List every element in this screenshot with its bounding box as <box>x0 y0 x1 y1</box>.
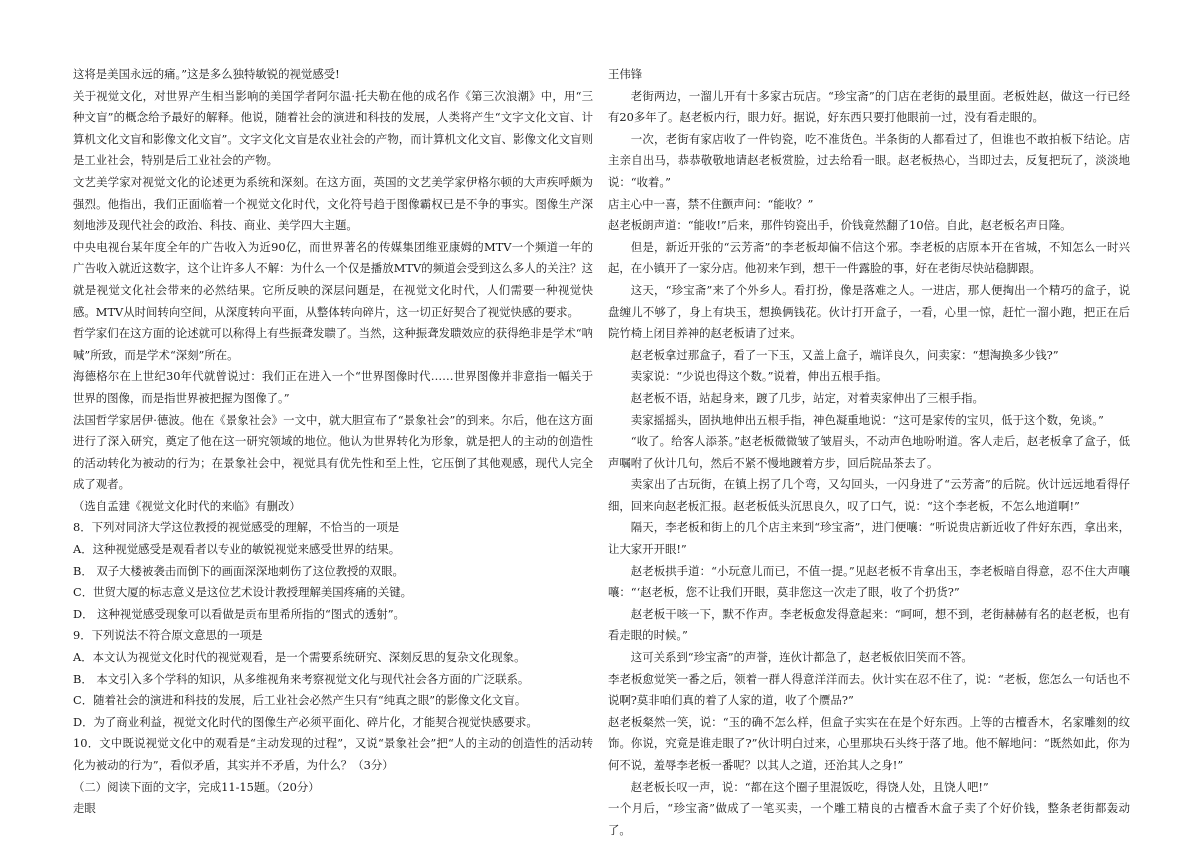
paragraph: 这将是美国永远的痛。”这是多么独特敏锐的视觉感受! <box>73 67 340 81</box>
question-10: 10．文中既说视觉文化中的观看是“主动发现的过程”，又说“景象社会”把“人的主动的创造性的活动转化为被动的行为”，看似矛盾，其实并不矛盾，为什么？（3分） <box>73 736 593 772</box>
paragraph: 文艺美学家对视觉文化的论述更为系统和深刻。在这方面，英国的文艺美学家伊格尔顿的大声疾呼颇为强烈。他指出，我们正面临着一个视觉文化时代，文化符号趋于图像霸权已是不争的事实。图像生产深刻地涉及现代社会的政治、科技、商业、美学四大主题。 <box>73 174 593 233</box>
option-b: B． 本文引入多个学科的知识，从多维视角来考察视觉文化与现代社会各方面的广泛联系。 <box>73 671 530 686</box>
paragraph: 赵老板干咳一下，默不作声。李老板愈发得意起来：“呵呵，想不到，老街赫赫有名的赵老板，也有看走眼的时候。” <box>608 606 1130 643</box>
paragraph: 赵老板拿过那盒子，看了一下玉，又盖上盒子，端详良久，问卖家：“想淘换多少钱?” <box>630 347 1059 362</box>
paragraph: “收了。给客人添茶。”赵老板微微皱了皱眉头，不动声色地吩咐道。客人走后，赵老板拿了盒子，低声嘱咐了伙计几句，然后不紧不慢地踱着方步，回后院品茶去了。 <box>608 434 1130 470</box>
paragraph: 隔天，李老板和街上的几个店主来到“珍宝斋”，进门便嚷：“听说贵店新近收了件好东西，拿出来，让大家开开眼!” <box>608 520 1130 557</box>
source-citation: （选自孟建《视觉文化时代的来临》有删改） <box>73 498 301 513</box>
paragraph: 哲学家们在这方面的论述就可以称得上有些振聋发聩了。当然，这种振聋发聩效应的获得绝非是学术“呐喊”所致，而是学术“深刻”所在。 <box>73 326 593 362</box>
paragraph: 赵老板长叹一声，说：“都在这个圈子里混饭吃，得饶人处，且饶人吧!” <box>630 779 989 794</box>
paragraph: 这天，“珍宝斋”来了个外乡人。看打扮，像是落难之人。一进店，那人便掏出一个精巧的盒子，说盘缠儿不够了，身上有块玉，想换俩钱花。伙计打开盒子，一看，心里一惊，赶忙一溜小跑，把正在后院竹椅上闭目养神的赵老板请了过来。 <box>608 282 1130 341</box>
option-a: A．这种视觉感受是观看者以专业的敏锐视觉来感受世界的结果。 <box>73 542 401 557</box>
question-9: 9．下列说法不符合原文意思的一项是 <box>73 628 263 643</box>
paragraph: 中央电视台某年度全年的广告收入为近90亿，而世界著名的传媒集团维亚康姆的MTV一个频道一年的广告收入就近这数字，这个让许多人不解：为什么一个仅是播放MTV的频道会受到这么多人的关注？这就是视觉文化社会带来的必然结果。它所反映的深层问题是，在视觉文化时代，人们需要一种视觉快感。MTV从时间转向空间，从深度转向平面，从整体转向碎片，这一切正好契合了视觉快感的要求。 <box>73 239 593 319</box>
left-column <box>73 64 593 820</box>
story-title: 走眼 <box>73 801 96 816</box>
paragraph: 关于视觉文化，对世界产生相当影响的美国学者阿尔温·托夫勒在他的成名作《第三次浪潮》中，用“三种文盲”的概念给予最好的解释。他说，随着社会的演进和科技的发展，人类将产生“文字文化文盲、计算机文化文盲和影像文化文盲”。文字文化文盲是农业社会的产物，而计算机文化文盲、影像文化文盲则是工业社会，特别是后工业社会的产物。 <box>73 88 593 168</box>
paragraph: 老街两边，一溜儿开有十多家古玩店。“珍宝斋”的门店在老街的最里面。老板姓赵，做这一行已经有20多年了。赵老板内行，眼力好。据说，好东西只要打他眼前一过，没有看走眼的。 <box>608 88 1130 125</box>
option-d: D． 这种视觉感受现象可以看做是贡布里希所指的“图式的透射”。 <box>73 606 405 621</box>
paragraph: 赵老板朗声道：“能收!”后来，那件钧瓷出手，价钱竟然翻了10倍。自此，赵老板名声日隆。 <box>608 218 1072 233</box>
paragraph: 这可关系到“珍宝斋”的声誉，连伙计都急了，赵老板依旧笑而不答。 <box>630 650 973 665</box>
question-8: 8．下列对同济大学这位教授的视觉感受的理解，不恰当的一项是 <box>73 520 400 535</box>
paragraph: 法国哲学家居伊·德波。他在《景象社会》一文中，就大胆宣布了“景象社会”的到来。尔后，他在这方面进行了深入研究，奠定了他在这一研究领域的地位。他认为世界转化为形象，就是把人的主动的创造性的活动转化为被动的行为；在景象社会中，视觉具有优先性和至上性，它压倒了其他观感，现代人完全成了观者。 <box>73 412 593 492</box>
paragraph: 但是，新近开张的“云芳斋”的李老板却偏不信这个邪。李老板的店原本开在省城，不知怎么一时兴起，在小镇开了一家分店。他初来乍到，想干一件露脸的事，好在老街尽快站稳脚跟。 <box>608 239 1130 276</box>
paragraph: 李老板愈觉笑一番之后，领着一群人得意洋洋而去。伙计实在忍不住了，说：“老板，您怎么一句话也不说啊?莫非咱们真的着了人家的道，收了个赝品?” <box>608 671 1130 708</box>
story-author: 王伟锋 <box>608 67 643 81</box>
option-a: A．本文认为视觉文化时代的视觉观看，是一个需要系统研究、深刻反思的复杂文化现象。 <box>73 650 526 665</box>
paragraph: 海德格尔在上世纪30年代就曾说过：我们正在进入一个“世界图像时代……世界图像并非意指一幅关于世界的图像，而是指世界被把握为图像了。” <box>73 369 593 405</box>
paragraph: 一个月后，“珍宝斋”做成了一笔买卖，一个雕工精良的古檀香木盒子卖了个好价钱，整条老街都轰动了。 <box>608 801 1130 837</box>
option-b: B． 双子大楼被袭击而倒下的画面深深地刺伤了这位教授的双眼。 <box>73 563 404 578</box>
paragraph: 卖家说：“少说也得这个数。”说着，伸出五根手指。 <box>630 369 888 384</box>
right-column <box>608 64 1130 841</box>
section-heading: （二）阅读下面的文字，完成11-15题。（20分） <box>73 779 320 794</box>
option-c: C．世贸大厦的标志意义是这位艺术设计教授理解美国疼痛的关键。 <box>73 585 413 600</box>
paragraph: 店主心中一喜，禁不住颤声问：“能收？” <box>608 196 814 211</box>
paragraph: 赵老板拱手道：“小玩意儿而已，不值一提。”见赵老板不肯拿出玉，李老板暗自得意，忍不住大声嚷嚷：“‘赵老板，您不让我们开眼，莫非您这一次走了眼，收了个扔货?” <box>608 563 1130 600</box>
paragraph: 卖家出了古玩街，在镇上拐了几个弯，又勾回头，一闪身进了“云芳斋”的后院。伙计远远地看得仔细，回来向赵老板汇报。赵老板低头沉思良久，叹了口气，说：“这个李老板，不怎么地道啊!” <box>608 477 1130 513</box>
paragraph: 卖家摇摇头，固执地伸出五根手指，神色凝重地说：“这可是家传的宝贝，低于这个数，免谈。” <box>630 412 1104 427</box>
paragraph: 一次，老街有家店收了一件钧瓷，吃不准货色。半条街的人都看过了，但谁也不敢拍板下结论。店主亲自出马，恭恭敬敬地请赵老板赏脸，过去给看一眼。赵老板热心，当即过去，反复把玩了，淡淡地说：“收着。” <box>608 131 1130 189</box>
paragraph: 赵老板粲然一笑，说：“玉的确不怎么样，但盒子实实在在是个好东西。上等的古檀香木，名家雕刻的纹饰。你说，究竟是谁走眼了?”伙计明白过来，心里那块石头终于落了地。他不解地问：“既然如此，你为何不说，羞辱李老板一番呢？以其人之道，还治其人之身!” <box>608 714 1130 772</box>
option-d: D．为了商业利益，视觉文化时代的图像生产必须平面化、碎片化，才能契合视觉快感要求。 <box>73 714 538 729</box>
paragraph: 赵老板不语，站起身来，踱了几步，站定，对着卖家伸出了三根手指。 <box>630 390 984 405</box>
option-c: C．随着社会的演进和科技的发展，后工业社会必然产生只有“纯真之眼”的影像文化文盲。 <box>73 693 527 708</box>
